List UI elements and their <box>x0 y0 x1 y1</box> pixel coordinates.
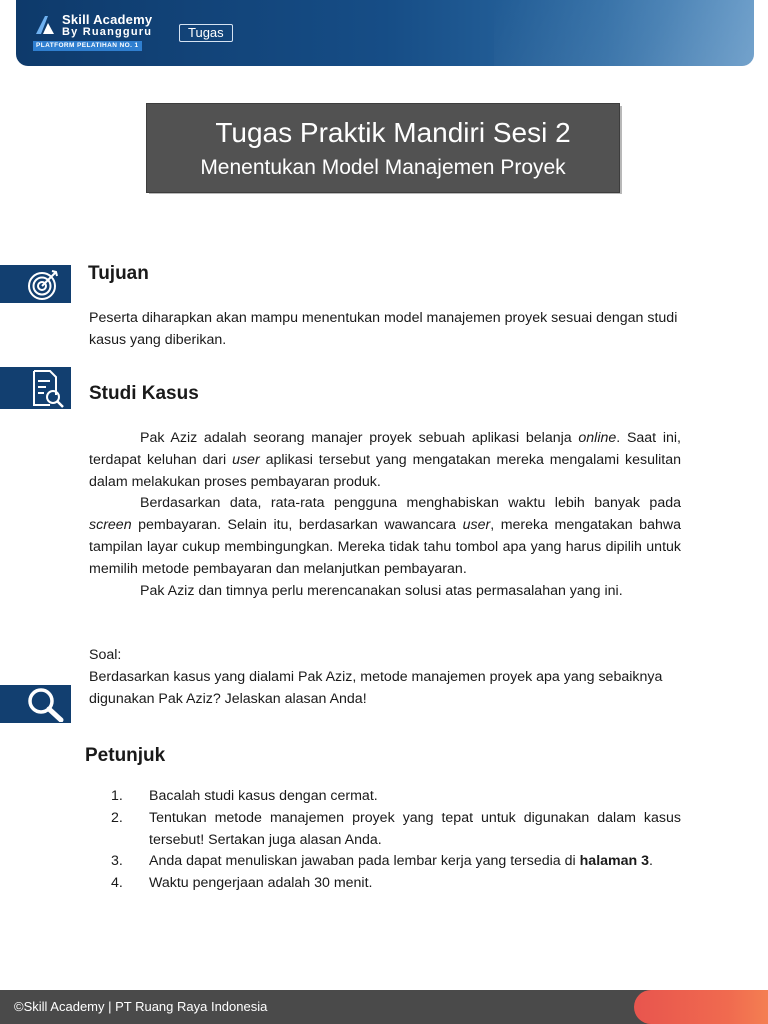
studi-kasus-icon-bar <box>0 367 71 409</box>
soal-block <box>89 645 681 710</box>
soal-text: Berdasarkan kasus yang dialami Pak Aziz, metode manajemen proyek apa yang sebaiknya digunakan Pak Aziz? Jelaskan alasan Anda! <box>89 668 663 707</box>
list-item: 2. Tentukan metode manajemen proyek yang tepat untuk digunakan dalam kasus tersebut! Sertakan juga alasan Anda. <box>111 809 681 848</box>
page-title: Tugas Praktik Mandiri Sesi 2 <box>215 117 571 148</box>
tujuan-icon-bar <box>0 265 71 303</box>
case-paragraph-3: Pak Aziz dan timnya perlu merencanakan solusi atas permasalahan yang ini. <box>140 582 623 599</box>
magnifier-icon <box>26 686 66 722</box>
title-box <box>146 103 620 193</box>
tugas-tag: Tugas <box>179 24 233 42</box>
brand-sub: By Ruangguru <box>62 26 153 38</box>
header-decoration <box>494 0 754 66</box>
petunjuk-icon-bar <box>0 685 71 723</box>
footer-accent-shape <box>634 990 768 1024</box>
studi-kasus-heading: Studi Kasus <box>89 383 199 404</box>
document-search-icon <box>28 367 70 409</box>
soal-label: Soal: <box>89 647 122 663</box>
brand-badge: PLATFORM PELATIHAN NO. 1 <box>33 41 142 51</box>
petunjuk-list <box>111 786 681 895</box>
skill-academy-logo-icon <box>34 14 56 36</box>
header-banner <box>16 0 754 66</box>
list-item: 1. Bacalah studi kasus dengan cermat. <box>111 788 378 804</box>
list-item: 4. Waktu pengerjaan adalah 30 menit. <box>111 875 373 892</box>
brand-name: Skill Academy <box>62 12 153 27</box>
petunjuk-heading: Petunjuk <box>85 745 166 766</box>
case-paragraph-1: Pak Aziz adalah seorang manajer proyek sebuah aplikasi belanja online. Saat ini, terdapat keluhan dari user aplikasi tersebut yang mengatakan mereka mengalami kesulitan dalam melakukan proses pembayaran produk. <box>89 430 682 490</box>
tujuan-heading: Tujuan <box>88 263 149 284</box>
page-subtitle: Menentukan Model Manajemen Proyek <box>200 156 566 179</box>
footer-copyright: ©Skill Academy | PT Ruang Raya Indonesia <box>14 999 268 1014</box>
tujuan-text: Peserta diharapkan akan mampu menentukan model manajemen proyek sesuai dengan studi kasus yang diberikan. <box>89 310 678 348</box>
list-item: 3. Anda dapat menuliskan jawaban pada lembar kerja yang tersedia di halaman 3. <box>111 853 653 870</box>
studi-kasus-body <box>89 428 681 602</box>
case-paragraph-2: Berdasarkan data, rata-rata pengguna menghabiskan waktu lebih banyak pada screen pembayaran. Selain itu, berdasarkan wawancara user, mereka mengatakan bahwa tampilan layar cukup membingungkan. Mereka tidak tahu tombol apa yang harus dipilih untuk memilih metode pembayaran dan melanjutkan pembayaran. <box>89 495 681 577</box>
target-icon <box>25 267 61 301</box>
